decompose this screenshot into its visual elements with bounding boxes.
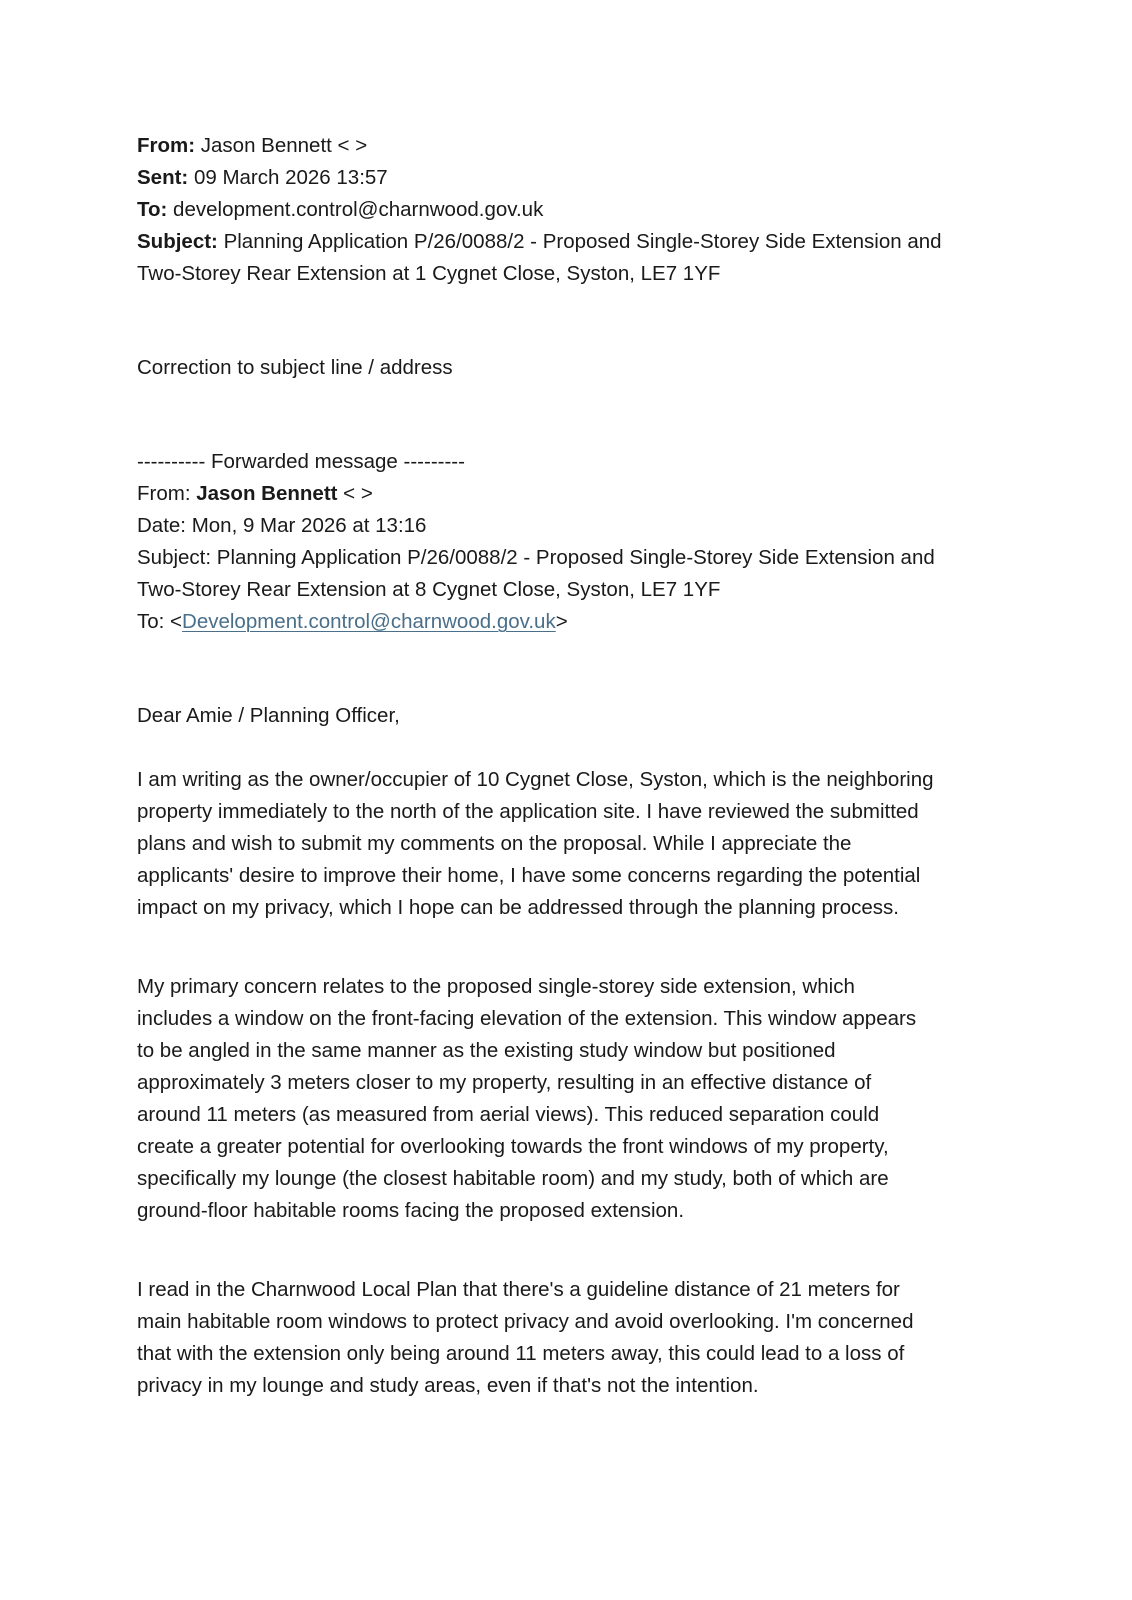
forwarded-from-name: Jason Bennett bbox=[196, 482, 338, 505]
paragraph-line: applicants' desire to improve their home, I have some concerns regarding the potential bbox=[137, 864, 921, 887]
forwarded-from-prefix: From: bbox=[137, 482, 197, 505]
from-value: Jason Bennett < > bbox=[195, 134, 368, 157]
sent-label: Sent: bbox=[137, 166, 189, 189]
paragraph-1 bbox=[137, 764, 1007, 924]
email-header bbox=[137, 130, 1007, 290]
paragraph-line: specifically my lounge (the closest habitable room) and my study, both of which are bbox=[137, 1167, 889, 1190]
header-to bbox=[137, 194, 1007, 226]
header-subject bbox=[137, 226, 1007, 258]
paragraph-line: plans and wish to submit my comments on the proposal. While I appreciate the bbox=[137, 832, 852, 855]
paragraph-2 bbox=[137, 971, 1007, 1227]
forwarded-from-suffix: < > bbox=[337, 482, 373, 505]
forwarded-message bbox=[137, 446, 1007, 638]
greeting: Dear Amie / Planning Officer, bbox=[137, 704, 400, 727]
paragraph-line: around 11 meters (as measured from aerial views). This reduced separation could bbox=[137, 1103, 880, 1126]
paragraph-line: to be angled in the same manner as the existing study window but positioned bbox=[137, 1039, 836, 1062]
paragraph-line: privacy in my lounge and study areas, even if that's not the intention. bbox=[137, 1374, 759, 1397]
forwarded-subject-line-2: Two-Storey Rear Extension at 8 Cygnet Close, Syston, LE7 1YF bbox=[137, 578, 721, 601]
forwarded-separator: ---------- Forwarded message --------- bbox=[137, 450, 465, 473]
forwarded-to-suffix: > bbox=[555, 610, 568, 633]
sent-value: 09 March 2026 13:57 bbox=[188, 166, 388, 189]
paragraph-line: I read in the Charnwood Local Plan that there's a guideline distance of 21 meters for bbox=[137, 1278, 900, 1301]
paragraph-3 bbox=[137, 1274, 1007, 1402]
header-from bbox=[137, 130, 1007, 162]
paragraph-line: that with the extension only being around 11 meters away, this could lead to a loss of bbox=[137, 1342, 905, 1365]
paragraph-line: includes a window on the front-facing elevation of the extension. This window appears bbox=[137, 1007, 917, 1030]
forwarded-to-prefix: To: < bbox=[137, 610, 183, 633]
paragraph-line: ground-floor habitable rooms facing the proposed extension. bbox=[137, 1199, 685, 1222]
subject-label: Subject: bbox=[137, 230, 218, 253]
forwarded-to-email-link[interactable]: Development.control@charnwood.gov.uk bbox=[182, 610, 556, 633]
subject-line-1: Planning Application P/26/0088/2 - Proposed Single-Storey Side Extension and bbox=[217, 230, 942, 253]
paragraph-line: approximately 3 meters closer to my property, resulting in an effective distance of bbox=[137, 1071, 872, 1094]
subject-line-2: Two-Storey Rear Extension at 1 Cygnet Close, Syston, LE7 1YF bbox=[137, 262, 721, 285]
paragraph-line: impact on my privacy, which I hope can be addressed through the planning process. bbox=[137, 896, 899, 919]
to-label: To: bbox=[137, 198, 168, 221]
email-document bbox=[137, 130, 1007, 1402]
forwarded-from bbox=[137, 478, 1007, 510]
correction-note: Correction to subject line / address bbox=[137, 356, 453, 379]
paragraph-line: create a greater potential for overlooking towards the front windows of my property, bbox=[137, 1135, 889, 1158]
to-value: development.control@charnwood.gov.uk bbox=[167, 198, 544, 221]
paragraph-line: I am writing as the owner/occupier of 10 Cygnet Close, Syston, which is the neighboring bbox=[137, 768, 934, 791]
forwarded-to bbox=[137, 606, 1007, 638]
from-label: From: bbox=[137, 134, 196, 157]
paragraph-line: main habitable room windows to protect privacy and avoid overlooking. I'm concerned bbox=[137, 1310, 914, 1333]
paragraph-line: My primary concern relates to the proposed single-storey side extension, which bbox=[137, 975, 855, 998]
forwarded-date: Date: Mon, 9 Mar 2026 at 13:16 bbox=[137, 514, 427, 537]
forwarded-subject-line-1: Subject: Planning Application P/26/0088/2 - Proposed Single-Storey Side Extension and bbox=[137, 546, 935, 569]
paragraph-line: property immediately to the north of the application site. I have reviewed the submitted bbox=[137, 800, 919, 823]
header-sent bbox=[137, 162, 1007, 194]
